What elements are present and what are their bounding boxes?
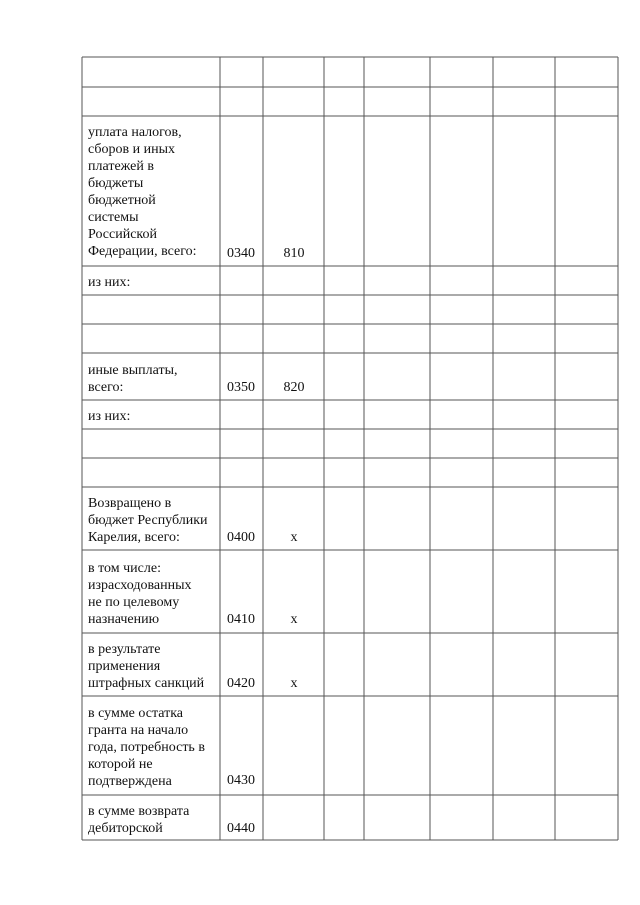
row-label-of-which-2: из них:	[88, 409, 131, 424]
row-code-penalties: 0420	[227, 676, 255, 691]
row-code-other-payments: 0350	[227, 380, 255, 395]
row-kosgu-returned-total: x	[290, 530, 298, 545]
row-code-taxes: 0340	[227, 246, 255, 261]
row-label-receivables-return: в сумме возврата дебиторской	[88, 804, 190, 836]
row-label-penalties: в результате применения штрафных санкций	[88, 642, 205, 691]
row-code-receivables-return: 0440	[227, 821, 255, 836]
row-kosgu-other-payments: 820	[283, 380, 305, 395]
row-code-grant-balance: 0430	[227, 773, 255, 788]
row-kosgu-taxes: 810	[283, 246, 305, 261]
row-code-misused: 0410	[227, 612, 255, 627]
row-label-taxes: уплата налогов, сборов и иных платежей в бюджеты бюджетной системы Российской Федерации, всего:	[88, 125, 197, 259]
row-label-misused: в том числе: израсходованных не по целевому назначению	[88, 561, 192, 627]
row-label-other-payments: иные выплаты, всего:	[88, 363, 178, 395]
row-code-returned-total: 0400	[227, 530, 255, 545]
row-label-grant-balance: в сумме остатка гранта на начало года, потребность в которой не подтверждена	[88, 706, 205, 789]
row-kosgu-misused: x	[290, 612, 298, 627]
row-kosgu-penalties: x	[290, 676, 298, 691]
row-label-of-which-1: из них:	[88, 275, 131, 290]
row-label-returned-total: Возвращено в бюджет Республики Карелия, всего:	[88, 496, 208, 545]
